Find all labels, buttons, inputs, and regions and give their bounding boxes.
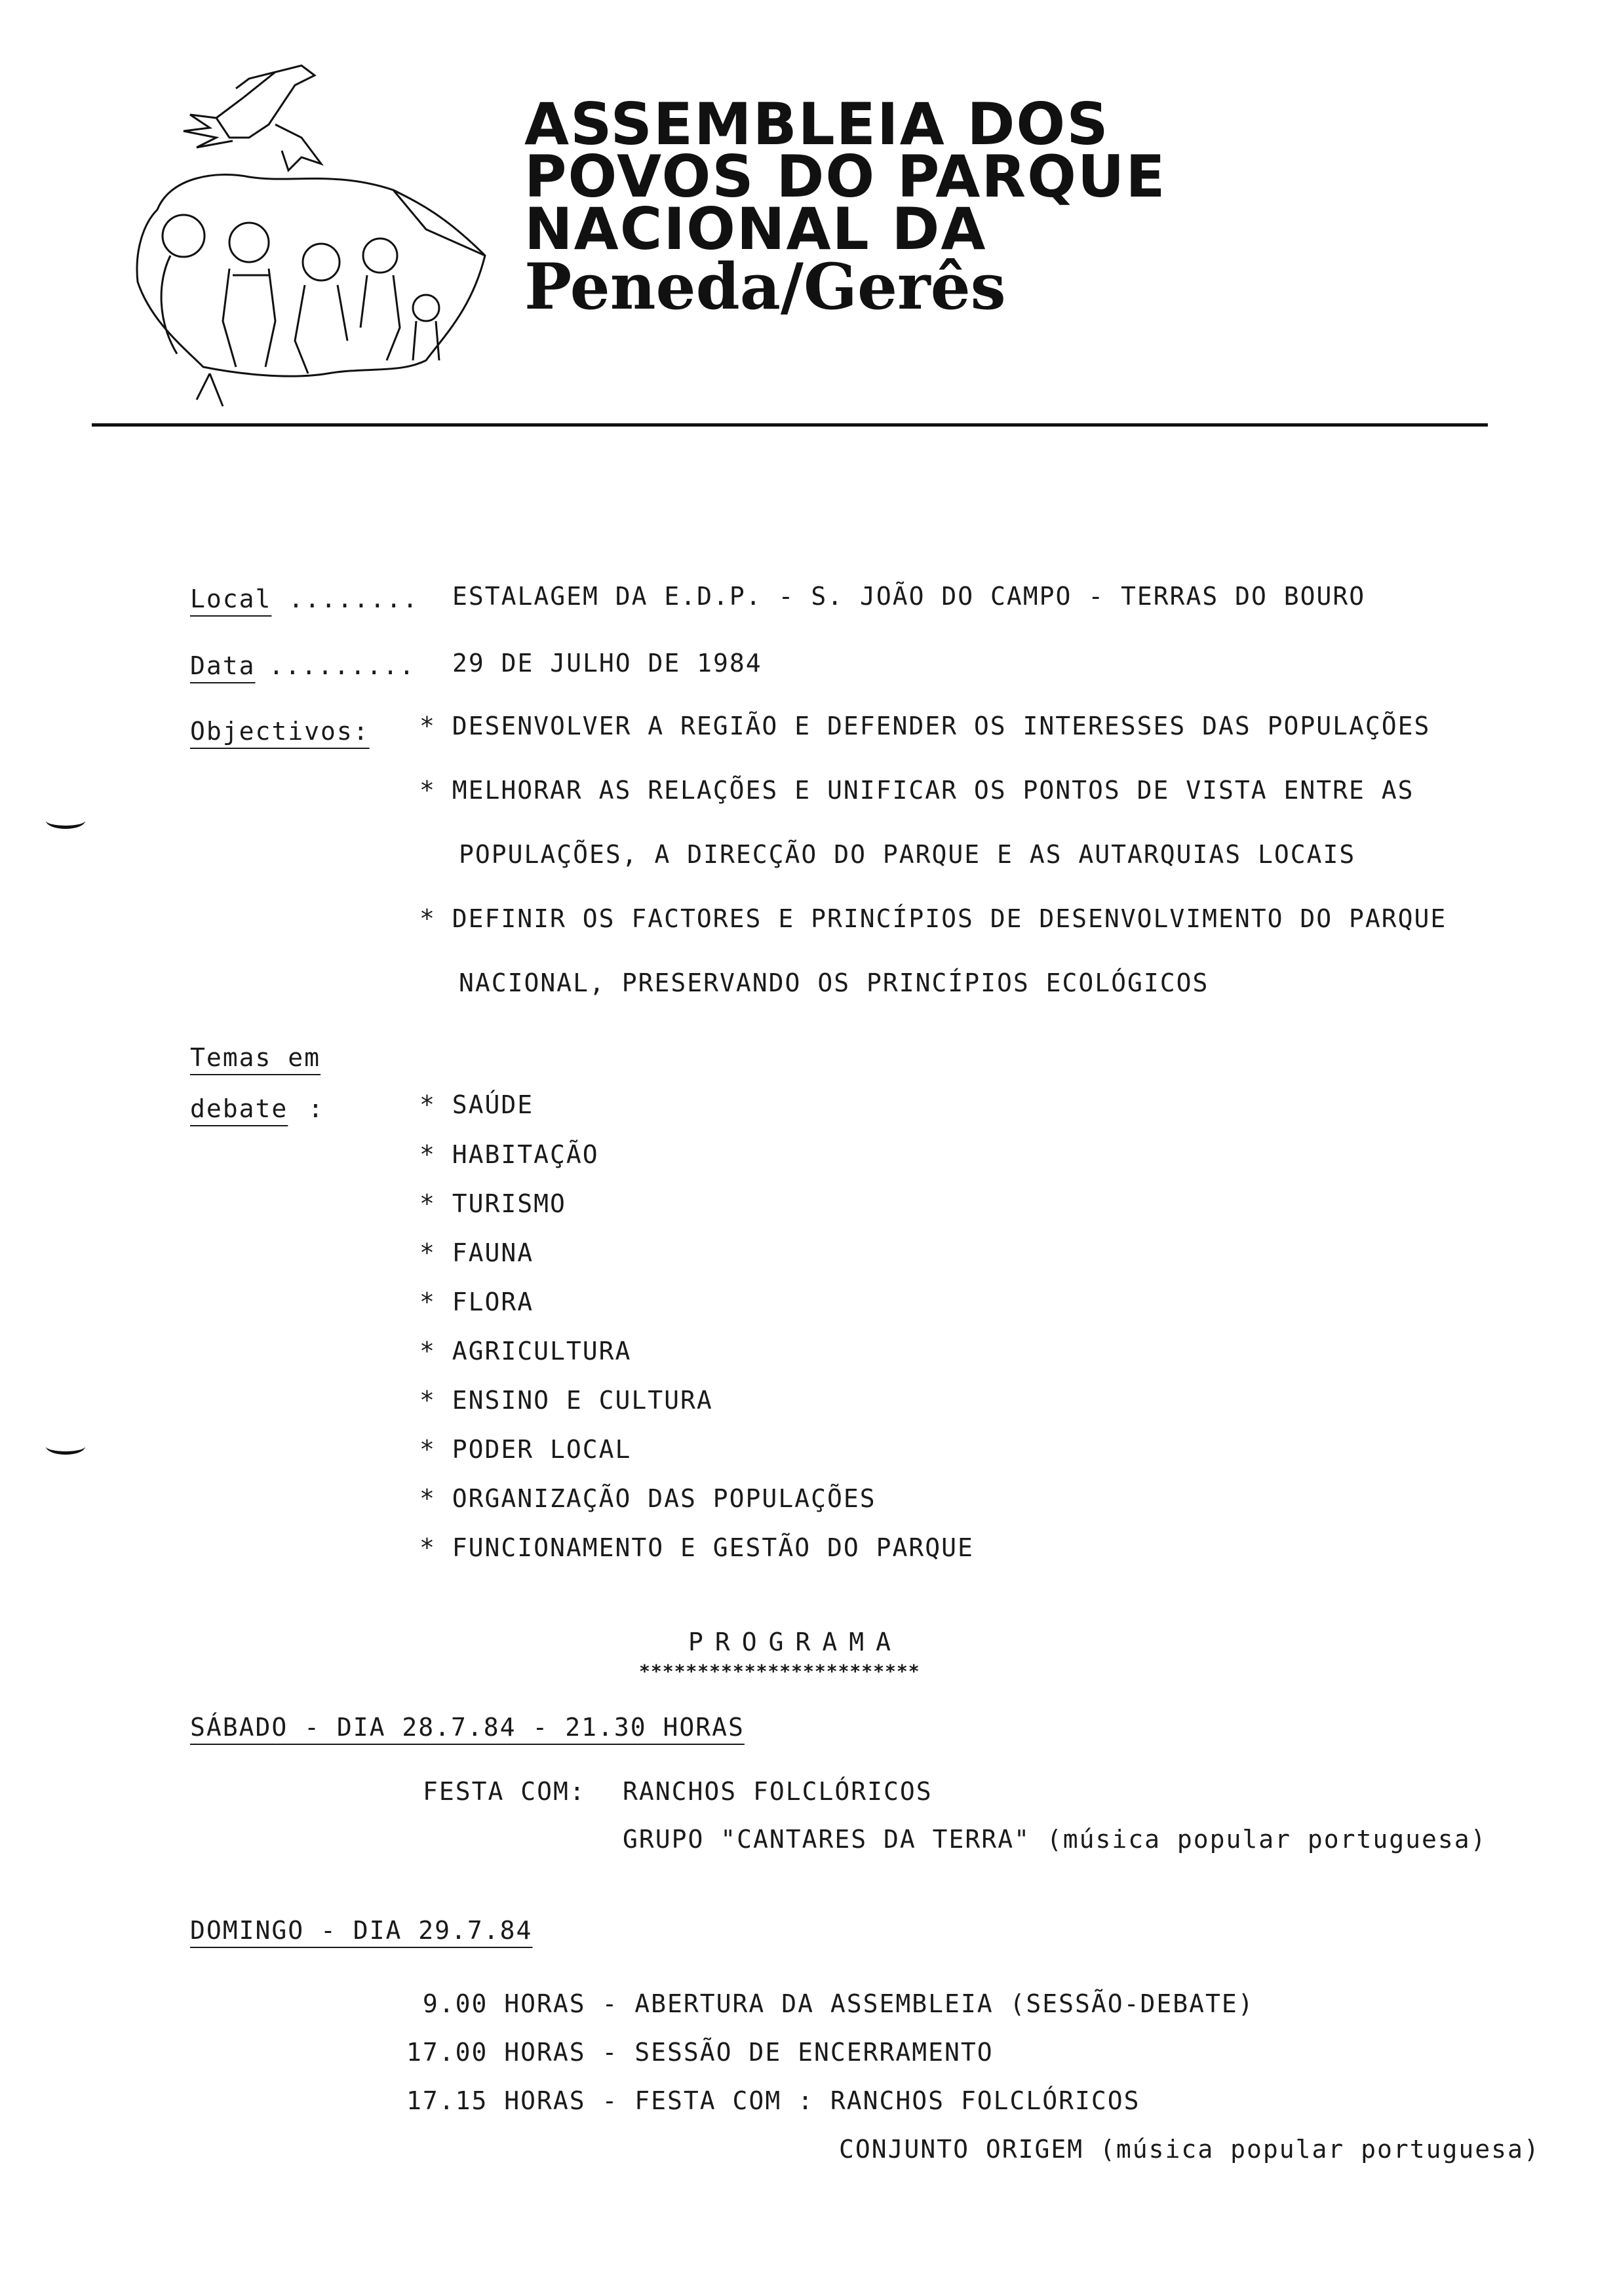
title-line-2: POVOS DO PARQUE — [524, 143, 1167, 210]
programa-title: PROGRAMA — [688, 1628, 903, 1656]
organization-title — [524, 90, 1167, 324]
temas-label-1: Temas em — [190, 1043, 321, 1072]
assembly-logo — [118, 59, 511, 413]
objectivo-item: POPULAÇÕES, A DIRECÇÃO DO PARQUE E AS AUTARQUIAS LOCAIS — [459, 840, 1356, 869]
domingo-item: 17.15 HORAS - FESTA COM : RANCHOS FOLCLÓRICOS — [406, 2086, 1140, 2115]
tema-item: * ORGANIZAÇÃO DAS POPULAÇÕES — [419, 1484, 876, 1513]
data-dots: ......... — [269, 651, 416, 680]
domingo-item: 17.00 HORAS - SESSÃO DE ENCERRAMENTO — [406, 2038, 994, 2067]
domingo-last-item: CONJUNTO ORIGEM (música popular portuguesa) — [839, 2135, 1540, 2164]
local-label: Local — [190, 584, 272, 613]
tema-item: * ENSINO E CULTURA — [419, 1386, 713, 1415]
objectivo-item: * DESENVOLVER A REGIÃO E DEFENDER OS INTERESSES DAS POPULAÇÕES — [419, 712, 1431, 740]
data-value: 29 DE JULHO DE 1984 — [452, 649, 762, 678]
data-label: Data — [190, 651, 256, 680]
sabado-item: RANCHOS FOLCLÓRICOS — [623, 1777, 933, 1806]
domingo-item: 9.00 HORAS - ABERTURA DA ASSEMBLEIA (SESSÃO-DEBATE) — [406, 1989, 1255, 2018]
title-line-1: ASSEMBLEIA DOS — [524, 90, 1110, 158]
sabado-item: GRUPO "CANTARES DA TERRA" (música popular portuguesa) — [623, 1825, 1487, 1854]
tema-item: * FAUNA — [419, 1238, 534, 1267]
title-subtitle: Peneda/Gerês — [524, 250, 1006, 324]
tema-item: * PODER LOCAL — [419, 1435, 632, 1464]
punch-mark — [46, 813, 85, 829]
sabado-festa-label: FESTA COM: — [423, 1777, 586, 1806]
objectivo-item: * DEFINIR OS FACTORES E PRINCÍPIOS DE DESENVOLVIMENTO DO PARQUE — [419, 904, 1447, 933]
temas-label-2: debate — [190, 1094, 288, 1123]
title-line-3: NACIONAL DA — [524, 195, 987, 263]
header-divider — [92, 423, 1488, 427]
domingo-heading: DOMINGO - DIA 29.7.84 — [190, 1916, 533, 1945]
tema-item: * SAÚDE — [419, 1090, 534, 1119]
objectivos-label: Objectivos: — [190, 717, 370, 746]
tema-item: * HABITAÇÃO — [419, 1140, 599, 1169]
punch-mark — [46, 1438, 85, 1455]
programa-stars: ************************ — [639, 1660, 920, 1682]
objectivo-item: * MELHORAR AS RELAÇÕES E UNIFICAR OS PONTOS DE VISTA ENTRE AS — [419, 776, 1414, 805]
temas-colon: : — [308, 1094, 324, 1123]
tema-item: * FLORA — [419, 1288, 534, 1316]
objectivo-item: NACIONAL, PRESERVANDO OS PRINCÍPIOS ECOLÓGICOS — [459, 968, 1209, 997]
tema-item: * AGRICULTURA — [419, 1337, 632, 1366]
local-value: ESTALAGEM DA E.D.P. - S. JOÃO DO CAMPO - TERRAS DO BOURO — [452, 582, 1366, 611]
tema-item: * TURISMO — [419, 1189, 566, 1218]
tema-item: * FUNCIONAMENTO E GESTÃO DO PARQUE — [419, 1533, 974, 1562]
local-dots: ........ — [288, 584, 419, 613]
sabado-heading: SÁBADO - DIA 28.7.84 - 21.30 HORAS — [190, 1713, 745, 1742]
